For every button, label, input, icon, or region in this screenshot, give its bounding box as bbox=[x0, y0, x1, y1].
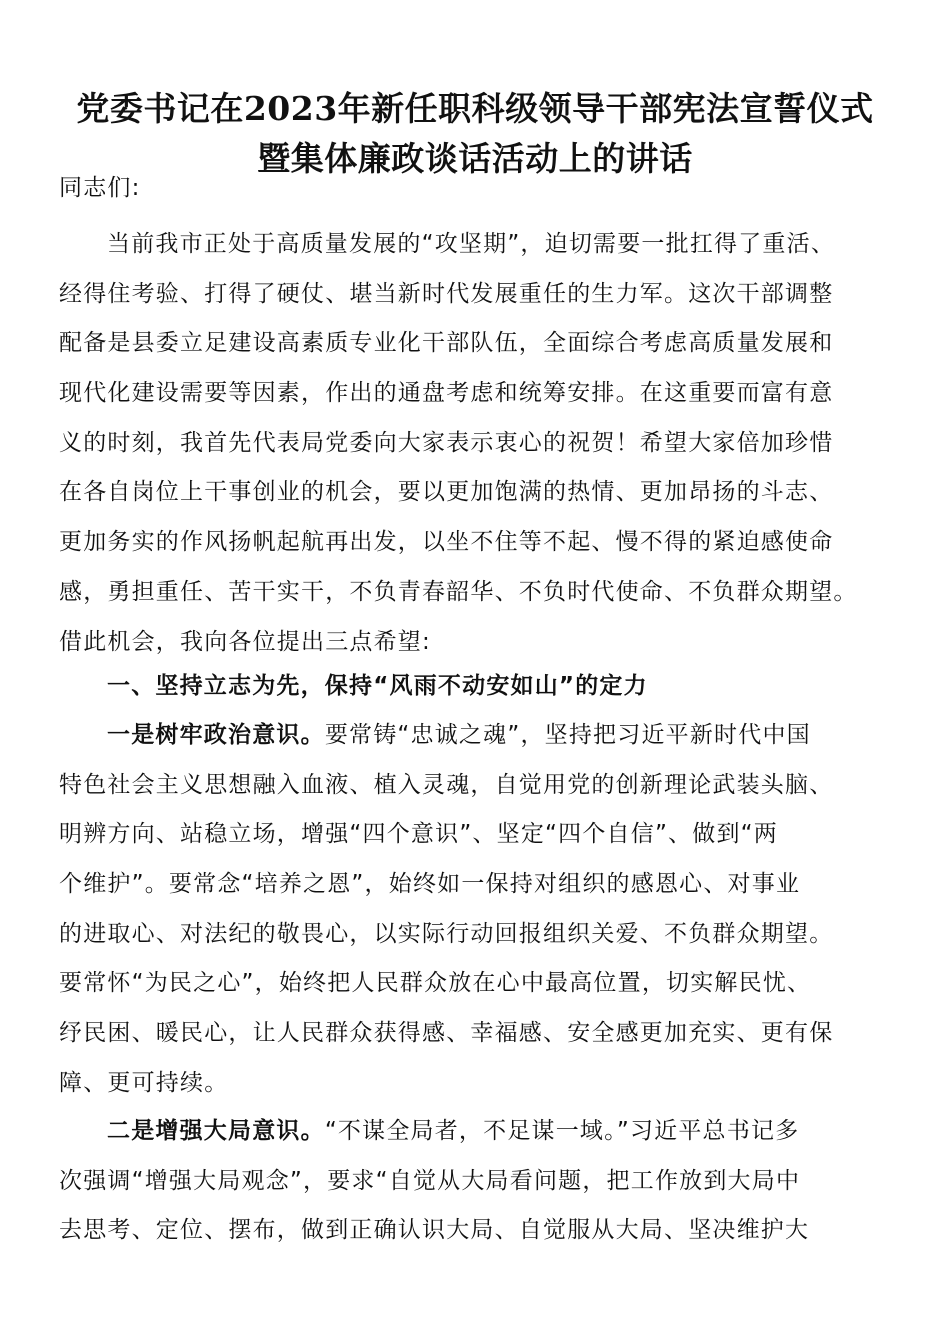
paragraph-line: 在各自岗位上干事创业的机会，要以更加饱满的热情、更加昂扬的斗志、 bbox=[59, 479, 834, 506]
intro-paragraph bbox=[59, 220, 893, 667]
paragraph-line: 次强调“增强大局观念”，要求“自觉从大局看问题，把工作放到大局中 bbox=[59, 1167, 801, 1194]
paragraph-line: 特色社会主义思想融入血液、植入灵魂，自觉用党的创新理论武装头脑、 bbox=[59, 771, 834, 798]
paragraph-line: 义的时刻，我首先代表局党委向大家表示衷心的祝贺！希望大家倍加珍惜 bbox=[59, 429, 834, 456]
paragraph-line bbox=[59, 711, 893, 761]
point-1-lead: 一是树牢政治意识。 bbox=[107, 722, 325, 748]
paragraph-line: 障、更可持续。 bbox=[59, 1069, 229, 1096]
point-2-paragraph bbox=[59, 1107, 893, 1256]
paragraph-line: 经得住考验、打得了硬仗、堪当新时代发展重任的生力军。这次干部调整 bbox=[59, 280, 834, 307]
paragraph-line: 当前我市正处于高质量发展的“攻坚期”，迫切需要一批扛得了重活、 bbox=[107, 231, 836, 257]
document-title-line-2: 暨集体廉政谈话活动上的讲话 bbox=[257, 139, 693, 179]
paragraph-line: 感，勇担重任、苦干实干，不负青春韶华、不负时代使命、不负群众期望。 bbox=[59, 578, 858, 605]
document-title-line-1: 党委书记在2023年新任职科级领导干部宪法宣誓仪式 bbox=[76, 89, 874, 129]
paragraph-line: 要常怀“为民之心”，始终把人民群众放在心中最高位置，切实解民忧、 bbox=[59, 970, 812, 997]
paragraph-line: 去思考、定位、摆布，做到正确认识大局、自觉服从大局、坚决维护大 bbox=[59, 1217, 810, 1244]
paragraph-line: 的进取心、对法纪的敬畏心，以实际行动回报组织关爱、不负群众期望。 bbox=[59, 920, 834, 947]
paragraph-line: 明辨方向、站稳立场，增强“四个意识”、坚定“四个自信”、做到“两 bbox=[59, 821, 778, 848]
paragraph-line: 更加务实的作风扬帆起航再出发，以坐不住等不起、慢不得的紧迫感使命 bbox=[59, 529, 834, 556]
section-1-heading: 一、坚持立志为先，保持“风雨不动安如山”的定力 bbox=[107, 673, 648, 699]
point-2-lead: 二是增强大局意识。 bbox=[107, 1118, 325, 1144]
paragraph-line bbox=[59, 1107, 893, 1157]
point-1-paragraph bbox=[59, 711, 893, 1109]
salutation: 同志们: bbox=[59, 175, 141, 201]
paragraph-line: 纾民困、暖民心，让人民群众获得感、幸福感、安全感更加充实、更有保 bbox=[59, 1020, 834, 1047]
point-1-first-line: 要常铸“忠诚之魂”，坚持把习近平新时代中国 bbox=[324, 722, 811, 748]
paragraph-line: 配备是县委立足建设高素质专业化干部队伍，全面综合考虑高质量发展和 bbox=[59, 330, 834, 357]
paragraph-line: 个维护”。要常念“培养之恩”，始终如一保持对组织的感恩心、对事业 bbox=[59, 871, 801, 898]
point-2-first-line: “不谋全局者，不足谋一域。”习近平总书记多 bbox=[324, 1118, 800, 1144]
paragraph-line: 借此机会，我向各位提出三点希望: bbox=[59, 628, 431, 655]
paragraph-line: 现代化建设需要等因素，作出的通盘考虑和统筹安排。在这重要而富有意 bbox=[59, 380, 834, 407]
